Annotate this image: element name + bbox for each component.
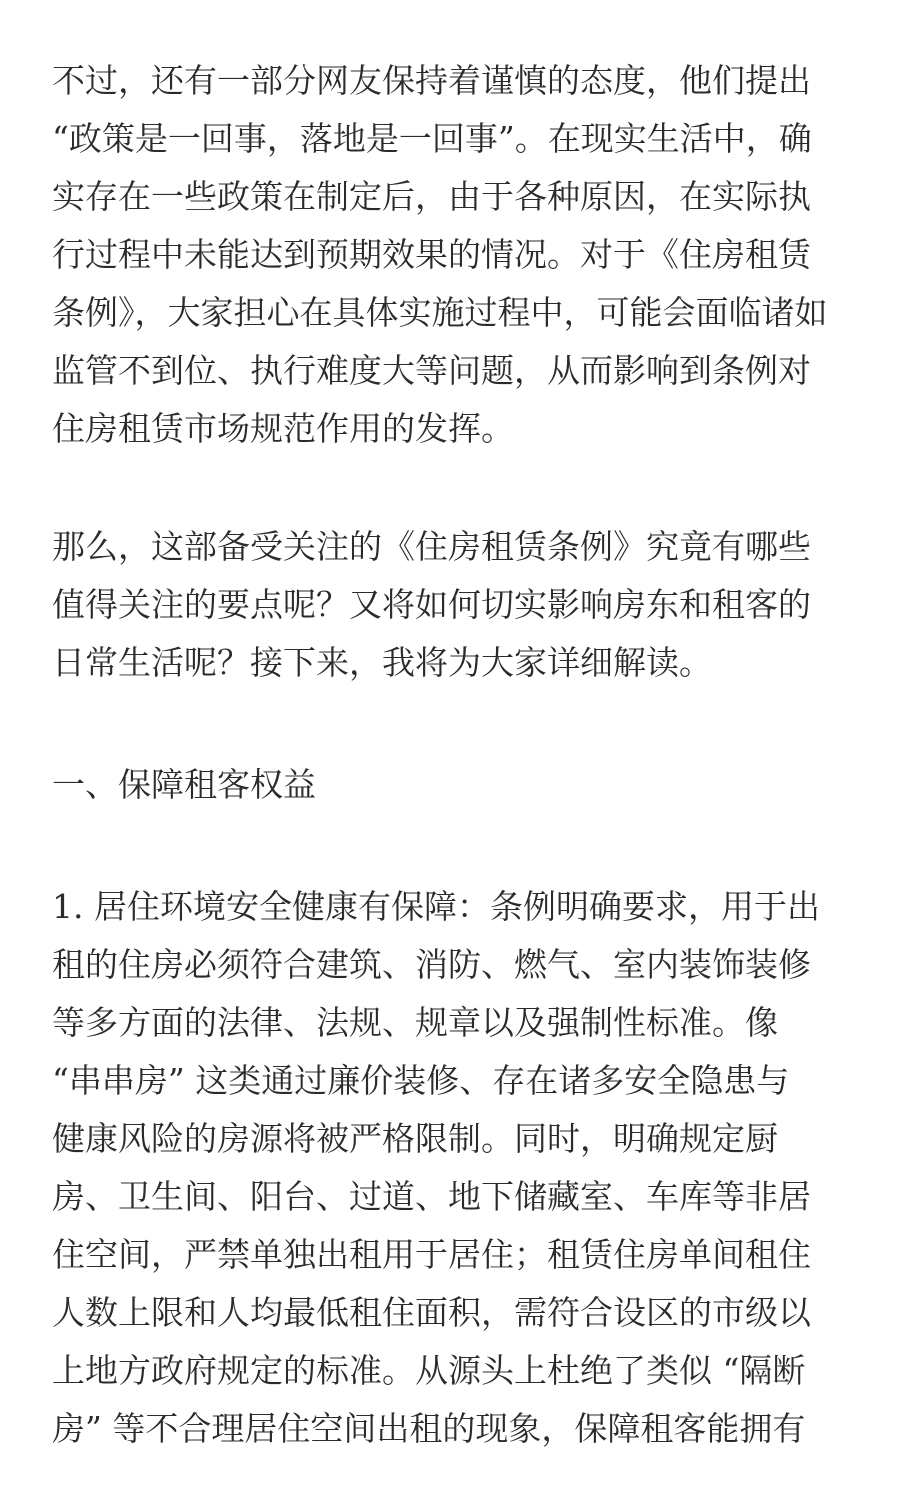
text-line: 那么，这部备受关注的《住房租赁条例》究竟有哪些 [52, 527, 811, 566]
text-line: 不过，还有一部分网友保持着谨慎的态度，他们提出 [52, 61, 811, 100]
text-line: 住空间，严禁单独出租用于居住；租赁住房单间租住 [52, 1235, 811, 1274]
text-line: 健康风险的房源将被严格限制。同时，明确规定厨 [52, 1119, 778, 1158]
text-line: 房” 等不合理居住空间出租的现象，保障租客能拥有 [52, 1409, 806, 1448]
text-line: “串串房” 这类通过廉价装修、存在诸多安全隐患与 [52, 1061, 790, 1100]
text-line: 人数上限和人均最低租住面积，需符合设区的市级以 [52, 1293, 811, 1332]
text-line: 行过程中未能达到预期效果的情况。对于《住房租赁 [52, 235, 811, 274]
text-line: 1. 居住环境安全健康有保障：条例明确要求，用于出 [52, 887, 820, 926]
text-line: “政策是一回事，落地是一回事”。在现实生活中，确 [52, 119, 812, 158]
text-line: 上地方政府规定的标准。从源头上杜绝了类似 “隔断 [52, 1351, 806, 1390]
text-line: 租的住房必须符合建筑、消防、燃气、室内装饰装修 [52, 945, 811, 984]
text-line: 监管不到位、执行难度大等问题，从而影响到条例对 [52, 351, 811, 390]
text-line: 等多方面的法律、法规、规章以及强制性标准。像 [52, 1003, 778, 1042]
text-line: 条例》，大家担心在具体实施过程中，可能会面临诸如 [52, 293, 828, 332]
text-line: 房、卫生间、阳台、过道、地下储藏室、车库等非居 [52, 1177, 811, 1216]
text-line: 住房租赁市场规范作用的发挥。 [52, 409, 514, 448]
heading-text: 一、保障租客权益 [52, 765, 316, 804]
text-line: 实存在一些政策在制定后，由于各种原因，在实际执 [52, 177, 811, 216]
text-line: 日常生活呢？接下来，我将为大家详细解读。 [52, 643, 712, 682]
text-line: 值得关注的要点呢？又将如何切实影响房东和租客的 [52, 585, 811, 624]
